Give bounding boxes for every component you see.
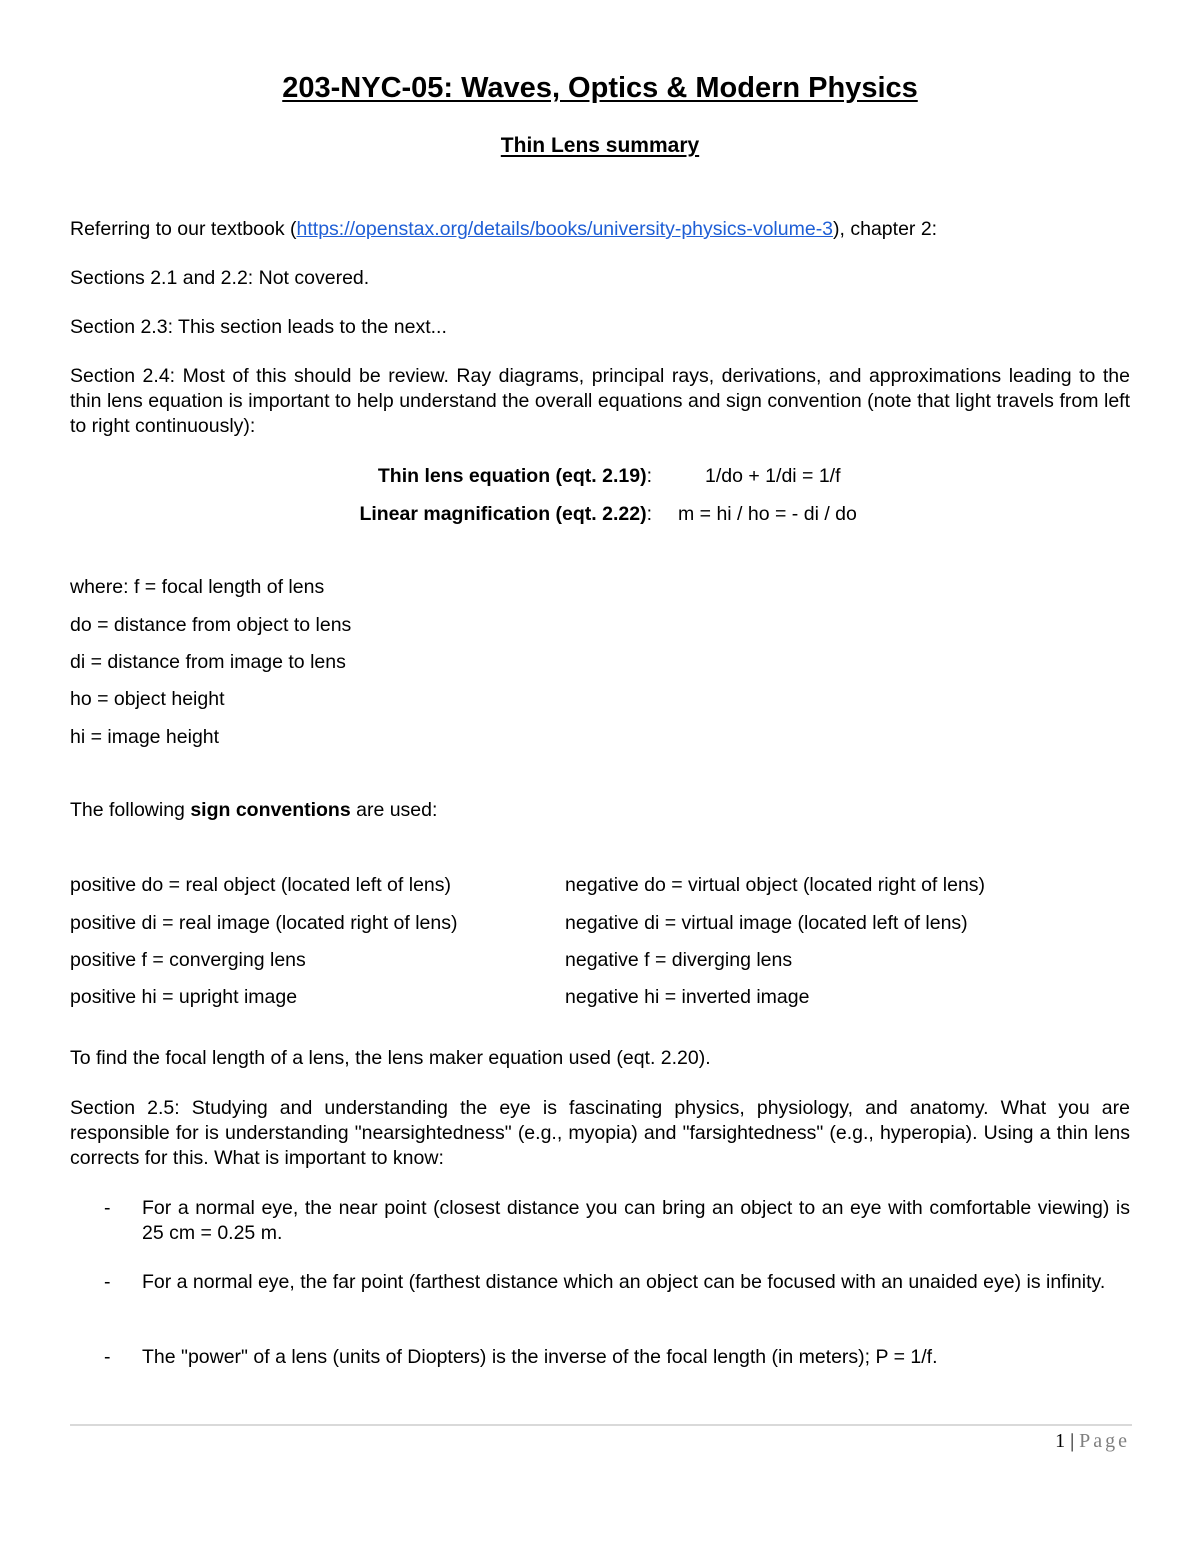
bullet-text: For a normal eye, the far point (farthest distance which an object can be focused with an unaided eye) is infinity. bbox=[142, 1271, 1106, 1293]
sign-negative-hi: negative hi = inverted image bbox=[565, 986, 810, 1008]
page-number: 1 bbox=[1055, 1430, 1066, 1452]
footer-divider bbox=[70, 1424, 1132, 1426]
bullet-text: For a normal eye, the near point (closest distance you can bring an object to an eye with comfortable viewing) is 25 cm = 0.25 m. bbox=[142, 1197, 1130, 1244]
sign-conventions-bold: sign conventions bbox=[190, 799, 351, 821]
sign-conventions-intro: The following sign conventions are used: bbox=[70, 799, 438, 821]
magnification-equation-row bbox=[70, 502, 1130, 527]
page-separator: | bbox=[1065, 1430, 1080, 1452]
bullet-dash: - bbox=[104, 1197, 111, 1219]
bullet-dash: - bbox=[104, 1346, 111, 1368]
document-page bbox=[70, 0, 1130, 1553]
sign-negative-di: negative di = virtual image (located left of lens) bbox=[565, 912, 968, 934]
sign-positive-di: positive di = real image (located right of lens) bbox=[70, 912, 458, 934]
intro-suffix: ), chapter 2: bbox=[833, 218, 938, 240]
bullet-dash: - bbox=[104, 1271, 111, 1293]
section-2-3-text: Section 2.3: This section leads to the next... bbox=[70, 316, 447, 338]
sign-positive-hi: positive hi = upright image bbox=[70, 986, 298, 1008]
thin-lens-equation-label: Thin lens equation (eqt. 2.19): bbox=[377, 465, 652, 487]
sign-negative-f: negative f = diverging lens bbox=[565, 949, 793, 971]
sign-positive-f: positive f = converging lens bbox=[70, 949, 306, 971]
definition-do: do = distance from object to lens bbox=[70, 614, 352, 636]
section-2-4-text: Section 2.4: Most of this should be review. Ray diagrams, principal rays, derivations, and approximations leading to the thin lens equation is important to help understand the overall equations and sign convention (note that light travels from left to right continuously): bbox=[70, 365, 1130, 437]
definition-f: where: f = focal length of lens bbox=[70, 576, 325, 598]
textbook-link[interactable]: https://openstax.org/details/books/university-physics-volume-3 bbox=[296, 218, 834, 240]
document-subtitle: Thin Lens summary bbox=[500, 134, 700, 157]
definition-ho: ho = object height bbox=[70, 688, 225, 710]
intro-paragraph bbox=[70, 217, 1130, 242]
page-footer bbox=[1055, 1430, 1130, 1453]
page-word: Page bbox=[1079, 1430, 1130, 1452]
lens-maker-text: To find the focal length of a lens, the lens maker equation used (eqt. 2.20). bbox=[70, 1047, 711, 1069]
definition-hi: hi = image height bbox=[70, 726, 220, 748]
section-2-5-text: Section 2.5: Studying and understanding the eye is fascinating physics, physiology, and anatomy. What you are responsible for is understanding "nearsightedness" (e.g., myopia) and "farsightedness" (e.g., hyperopia). Using a thin lens corrects for this. What is important to know: bbox=[70, 1097, 1130, 1169]
document-title: 203-NYC-05: Waves, Optics & Modern Physics bbox=[282, 72, 918, 104]
sign-negative-do: negative do = virtual object (located right of lens) bbox=[565, 874, 986, 896]
sections-2-1-2-2-text: Sections 2.1 and 2.2: Not covered. bbox=[70, 267, 370, 289]
sign-positive-do: positive do = real object (located left of lens) bbox=[70, 874, 452, 896]
thin-lens-equation-row bbox=[70, 464, 1130, 489]
intro-prefix: Referring to our textbook ( bbox=[70, 218, 297, 240]
magnification-equation-value: m = hi / ho = - di / do bbox=[678, 503, 857, 525]
thin-lens-equation-value: 1/do + 1/di = 1/f bbox=[705, 465, 841, 487]
magnification-equation-label: Linear magnification (eqt. 2.22): bbox=[359, 503, 652, 525]
definition-di: di = distance from image to lens bbox=[70, 651, 346, 673]
bullet-text: The "power" of a lens (units of Diopters) is the inverse of the focal length (in meters); P = 1/f. bbox=[142, 1346, 938, 1368]
